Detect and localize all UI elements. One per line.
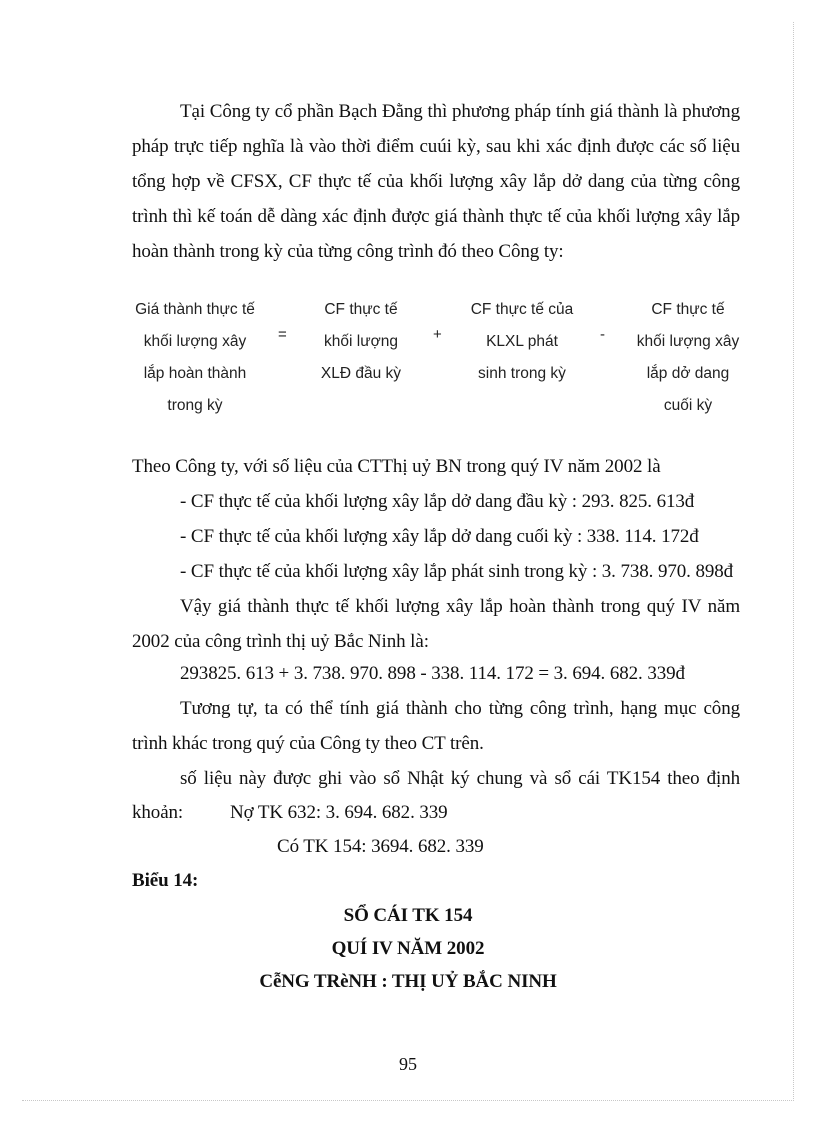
page-number: 95 <box>399 1054 417 1074</box>
formula-text: KLXL phát <box>486 333 558 350</box>
formula-text: CF thực tế của <box>470 301 574 318</box>
formula-text: lắp dở dang <box>646 365 730 382</box>
khoan-label: khoản: <box>132 802 184 823</box>
formula-text: khối lượng <box>324 333 398 350</box>
so-lieu-line-1: số liệu này được ghi vào sổ Nhật ký chung và sổ cái TK154 theo định <box>180 768 740 789</box>
debit-entry: Nợ TK 632: 3. 694. 682. 339 <box>230 802 448 823</box>
tuong-tu-line-1: Tương tự, ta có thể tính giá thành cho từng công trình, hạng mục công <box>180 698 740 719</box>
formula-closing-wip <box>622 294 754 422</box>
page-border-bottom <box>22 1100 794 1101</box>
credit-entry: Có TK 154: 3694. 682. 339 <box>277 836 484 857</box>
formula-plus: + <box>433 326 442 343</box>
formula-text: XLĐ đầu kỳ <box>320 365 402 382</box>
ledger-title: SỔ CÁI TK 154 <box>343 905 473 926</box>
intro-line-2: pháp trực tiếp nghĩa là vào thời điểm cuúi kỳ, sau khi xác định được các số liệu <box>132 136 740 157</box>
vay-line-1: Vậy giá thành thực tế khối lượng xây lắp hoàn thành trong quý IV năm <box>180 596 740 617</box>
formula-text: CF thực tế <box>324 301 398 318</box>
bieu-label: Biểu 14: <box>132 870 199 891</box>
formula-text: khối lượng xây <box>636 333 740 350</box>
intro-line-5: hoàn thành trong kỳ của từng công trình đó theo Công ty: <box>132 241 564 262</box>
formula-text: lắp hoàn thành <box>143 365 247 382</box>
formula-text: trong kỳ <box>167 397 223 414</box>
formula-equals: = <box>278 326 287 343</box>
intro-line-1: Tại Công ty cổ phần Bạch Đằng thì phương pháp tính giá thành là phương <box>180 101 740 122</box>
list-item: - CF thực tế của khối lượng xây lắp dở dang đầu kỳ : 293. 825. 613đ <box>180 491 695 512</box>
intro-line-3: tổng hợp về CFSX, CF thực tế của khối lượng xây lắp dở dang của từng công <box>132 171 740 192</box>
formula-text: CF thực tế <box>651 301 725 318</box>
formula-cost-total <box>120 294 270 422</box>
list-item: - CF thực tế của khối lượng xây lắp dở dang cuối kỳ : 338. 114. 172đ <box>180 526 699 547</box>
formula-text: sinh trong kỳ <box>478 365 566 382</box>
intro-line-4: trình thì kế toán dễ dàng xác định được giá thành thực tế của khối lượng xây lắp <box>132 206 740 227</box>
formula-incurred <box>456 294 588 390</box>
formula-text: khối lượng xây <box>143 333 247 350</box>
tuong-tu-line-2: trình khác trong quý của Công ty theo CT trên. <box>132 733 484 754</box>
formula-text: cuối kỳ <box>663 397 713 414</box>
ledger-project: CễNG TRèNH : THỊ UỶ BẮC NINH <box>259 971 557 992</box>
list-item: - CF thực tế của khối lượng xây lắp phát sinh trong kỳ : 3. 738. 970. 898đ <box>180 561 734 582</box>
formula-minus: - <box>600 326 605 343</box>
calculation-line: 293825. 613 + 3. 738. 970. 898 - 338. 114. 172 = 3. 694. 682. 339đ <box>180 663 685 684</box>
theo-cong-ty-line: Theo Công ty, với số liệu của CTThị uỷ BN trong quý IV năm 2002 là <box>132 456 661 477</box>
formula-text: Giá thành thực tế <box>135 301 255 318</box>
formula-opening-wip <box>296 294 426 390</box>
vay-line-2: 2002 của công trình thị uỷ Bắc Ninh là: <box>132 631 429 652</box>
ledger-period: QUÍ IV NĂM 2002 <box>331 938 485 959</box>
